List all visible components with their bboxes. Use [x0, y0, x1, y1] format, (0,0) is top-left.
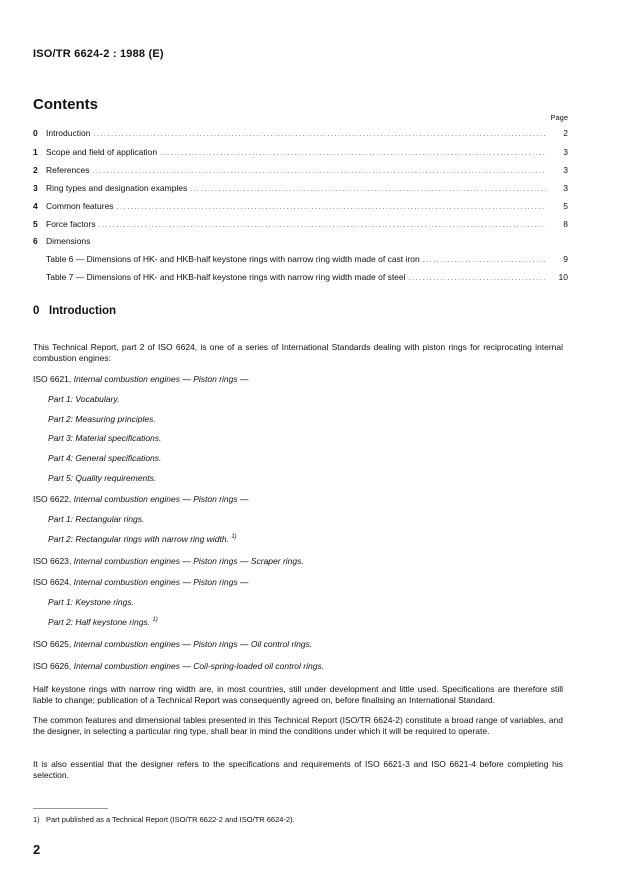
footnote-marker[interactable]: 1) — [231, 534, 237, 541]
reference-iso-6621: ISO 6621, Internal combustion engines — Piston rings — — [33, 374, 249, 384]
toc-entry-title: Table 6 — Dimensions of HK- and HKB-half keystone rings with narrow ring width made of cast iron — [46, 254, 420, 264]
toc-entry-page: 5 — [563, 201, 568, 211]
page-number: 2 — [33, 842, 41, 857]
reference-part: Part 1: Rectangular rings. — [48, 514, 145, 524]
toc-entry-title: Force factors — [46, 219, 96, 229]
reference-part: Part 5: Quality requirements. — [48, 473, 157, 483]
reference-part: Part 3: Material specifications. — [48, 433, 162, 443]
toc-subentry[interactable] — [46, 272, 568, 284]
toc-subentry[interactable] — [46, 254, 568, 266]
reference-part: Part 1: Keystone rings. — [48, 597, 134, 607]
reference-iso-6626: ISO 6626, Internal combustion engines — Coil-spring-loaded oil control rings. — [33, 661, 325, 671]
toc-entry-page: 2 — [563, 128, 568, 138]
toc-entry-title: Common features — [46, 201, 114, 211]
toc-entry-page: 3 — [563, 147, 568, 157]
toc-entry-page: 3 — [563, 165, 568, 175]
footnote-marker[interactable]: 1) — [152, 617, 158, 624]
toc-entry-page: 8 — [563, 219, 568, 229]
paragraph-common-features: The common features and dimensional tables presented in this Technical Report (ISO/TR 6624-2) constitute a broad range of variables, and the designer, in selecting a particular ring type, shall bear in mind the conditions under which it will be required to operate. — [33, 715, 563, 736]
reference-part: Part 2: Half keystone rings. $^{1)}$ — [48, 617, 158, 627]
reference-part: Part 1: Vocabulary. — [48, 394, 120, 404]
reference-part: Part 2: Measuring principles. — [48, 414, 156, 424]
contents-heading: Contents — [33, 96, 98, 113]
toc-entry[interactable]: 4 Common features ..... 5 — [33, 201, 568, 213]
paragraph-status: Half keystone rings with narrow ring width are, in most countries, still under development and little used. Specifications are therefore still liable to change; publication of a Technical Report was consequently agreed on, before finalising an International Standard. — [33, 684, 563, 705]
document-id: ISO/TR 6624-2 : 1988 (E) — [33, 48, 164, 60]
footnote: 1) Part published as a Technical Report (ISO/TR 6622-2 and ISO/TR 6624-2). — [33, 815, 295, 824]
toc-entry[interactable]: 2 References ..... 3 — [33, 165, 568, 177]
toc-entry[interactable]: 1 Scope and field of application ..... 3 — [33, 147, 568, 159]
toc-entry-title: Table 7 — Dimensions of HK- and HKB-half keystone rings with narrow ring width made of steel — [46, 272, 406, 282]
toc-entry-title: Scope and field of application — [46, 147, 158, 157]
toc-entry[interactable]: 3 Ring types and designation examples ..... 3 — [33, 183, 568, 195]
footnote-divider — [33, 808, 108, 809]
toc-entry[interactable]: 0 Introduction ..... 2 — [33, 128, 568, 140]
toc-entry-title: Dimensions — [46, 236, 91, 246]
reference-iso-6624: ISO 6624, Internal combustion engines — Piston rings — — [33, 577, 249, 587]
toc-entry-title: Introduction — [46, 128, 91, 138]
toc-entry-page: 3 — [563, 183, 568, 193]
toc-entry-title: References — [46, 165, 90, 175]
reference-part: Part 2: Rectangular rings with narrow ring width. $^{1)}$ — [48, 534, 237, 544]
toc-entry[interactable]: 5 Force factors ..... 8 — [33, 219, 568, 231]
toc-entry[interactable]: 6 Dimensions — [33, 236, 568, 248]
intro-lead-paragraph: This Technical Report, part 2 of ISO 6624, is one of a series of International Standards dealing with piston rings for reciprocating internal combustion engines: — [33, 342, 563, 363]
page-column-label: Page — [550, 113, 568, 122]
reference-iso-6622: ISO 6622, Internal combustion engines — Piston rings — — [33, 494, 249, 504]
paragraph-designer-note: It is also essential that the designer refers to the specifications and requirements of ISO 6621-3 and ISO 6621-4 before completing his selection. — [33, 759, 563, 780]
reference-iso-6623: ISO 6623, Internal combustion engines — Piston rings — Scraper rings. — [33, 556, 304, 566]
reference-iso-6625: ISO 6625, Internal combustion engines — Piston rings — Oil control rings. — [33, 639, 313, 649]
toc-entry-page: 10 — [558, 272, 568, 282]
toc-entry-title: Ring types and designation examples — [46, 183, 188, 193]
section-heading-introduction: 0 Introduction — [33, 305, 117, 317]
toc-entry-page: 9 — [563, 254, 568, 264]
reference-part: Part 4: General specifications. — [48, 453, 162, 463]
